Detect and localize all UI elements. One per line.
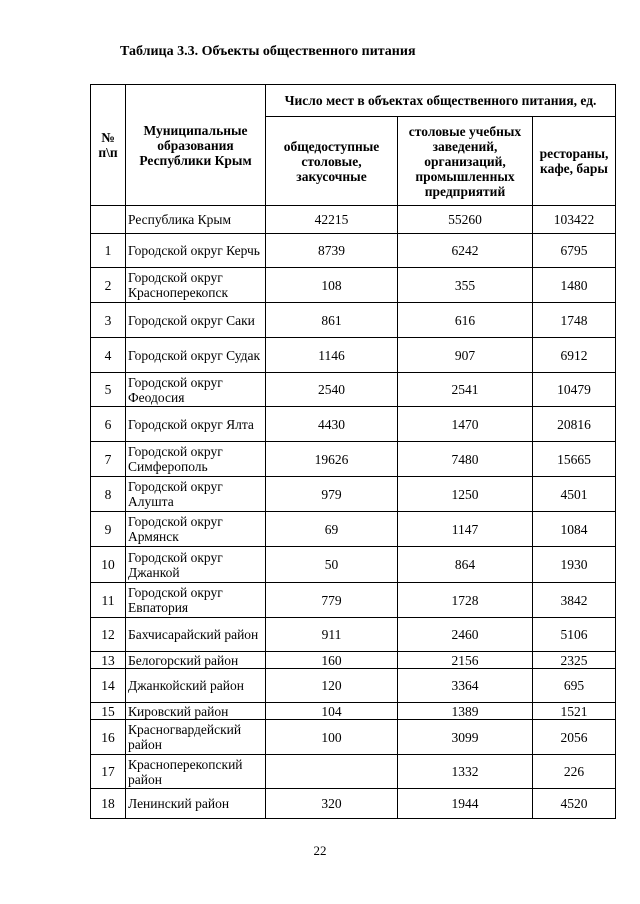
municipality-cell: Городской округ Судак [126,338,266,373]
public-canteens-cell: 104 [266,703,398,720]
row-number-cell: 4 [91,338,126,373]
public-canteens-cell: 979 [266,477,398,512]
restaurants-cell: 5106 [533,618,616,652]
table-row [91,789,616,819]
municipality-cell: Городской округ Алушта [126,477,266,512]
row-number-cell: 13 [91,652,126,669]
restaurants-cell: 6795 [533,234,616,268]
municipality-cell: Городской округ Феодосия [126,373,266,407]
public-canteens-cell: 160 [266,652,398,669]
page-number: 22 [313,843,327,858]
municipality-cell: Республика Крым [126,206,266,234]
institutional-canteens-cell: 355 [398,268,533,303]
public-canteens-cell: 4430 [266,407,398,442]
public-canteens-cell: 50 [266,547,398,583]
public-canteens-cell [266,755,398,789]
row-number-cell: 5 [91,373,126,407]
institutional-canteens-cell: 3364 [398,669,533,703]
restaurants-cell: 1480 [533,268,616,303]
municipality-cell: Джанкойский район [126,669,266,703]
header-seats-group: Число мест в объектах общественного питания, ед. [266,85,616,117]
restaurants-cell: 226 [533,755,616,789]
row-number-cell: 17 [91,755,126,789]
row-number-cell: 7 [91,442,126,477]
table-row [91,234,616,268]
municipality-cell: Красногвардейский район [126,720,266,755]
table-row [91,338,616,373]
municipality-cell: Городской округ Саки [126,303,266,338]
institutional-canteens-cell: 1332 [398,755,533,789]
table-row [91,720,616,755]
table-row [91,206,616,234]
public-canteens-cell: 120 [266,669,398,703]
header-public-canteens: общедоступные столовые, закусочные [266,117,398,206]
restaurants-cell: 1930 [533,547,616,583]
municipality-cell: Городской округ Евпатория [126,583,266,618]
municipality-cell: Кировский район [126,703,266,720]
table-row [91,373,616,407]
restaurants-cell: 4520 [533,789,616,819]
institutional-canteens-cell: 1470 [398,407,533,442]
restaurants-cell: 4501 [533,477,616,512]
row-number-cell: 12 [91,618,126,652]
restaurants-cell: 20816 [533,407,616,442]
row-number-cell: 14 [91,669,126,703]
table-row [91,442,616,477]
header-municipality: Муниципальные образования Республики Крым [126,85,266,206]
institutional-canteens-cell: 864 [398,547,533,583]
institutional-canteens-cell: 907 [398,338,533,373]
table-row [91,477,616,512]
municipality-cell: Городской округ Красноперекопск [126,268,266,303]
row-number-cell [91,206,126,234]
institutional-canteens-cell: 55260 [398,206,533,234]
table-title: Таблица 3.3. Объекты общественного питания [120,44,416,59]
header-restaurants: рестораны, кафе, бары [533,117,616,206]
restaurants-cell: 2325 [533,652,616,669]
municipality-cell: Городской округ Джанкой [126,547,266,583]
institutional-canteens-cell: 2541 [398,373,533,407]
institutional-canteens-cell: 1147 [398,512,533,547]
municipality-cell: Ленинский район [126,789,266,819]
table-row [91,407,616,442]
public-canteens-cell: 911 [266,618,398,652]
municipality-cell: Белогорский район [126,652,266,669]
row-number-cell: 2 [91,268,126,303]
table-body [91,206,616,819]
table-row [91,303,616,338]
municipality-cell: Городской округ Ялта [126,407,266,442]
row-number-cell: 9 [91,512,126,547]
restaurants-cell: 2056 [533,720,616,755]
table-row [91,618,616,652]
restaurants-cell: 6912 [533,338,616,373]
public-canteens-cell: 69 [266,512,398,547]
row-number-cell: 3 [91,303,126,338]
food-service-table [90,84,616,819]
header-institutional-canteens: столовые учебных заведений, организаций, промышленных предприятий [398,117,533,206]
municipality-cell: Городской округ Симферополь [126,442,266,477]
row-number-cell: 6 [91,407,126,442]
institutional-canteens-cell: 1250 [398,477,533,512]
municipality-cell: Городской округ Керчь [126,234,266,268]
public-canteens-cell: 779 [266,583,398,618]
row-number-cell: 16 [91,720,126,755]
table-row [91,583,616,618]
institutional-canteens-cell: 3099 [398,720,533,755]
public-canteens-cell: 100 [266,720,398,755]
table-row [91,268,616,303]
table-row [91,547,616,583]
restaurants-cell: 1521 [533,703,616,720]
table-row [91,703,616,720]
restaurants-cell: 3842 [533,583,616,618]
public-canteens-cell: 1146 [266,338,398,373]
table-row [91,652,616,669]
table-row [91,669,616,703]
public-canteens-cell: 108 [266,268,398,303]
institutional-canteens-cell: 1728 [398,583,533,618]
restaurants-cell: 1084 [533,512,616,547]
row-number-cell: 11 [91,583,126,618]
municipality-cell: Бахчисарайский район [126,618,266,652]
restaurants-cell: 695 [533,669,616,703]
public-canteens-cell: 2540 [266,373,398,407]
restaurants-cell: 15665 [533,442,616,477]
row-number-cell: 18 [91,789,126,819]
table-row [91,755,616,789]
row-number-cell: 8 [91,477,126,512]
institutional-canteens-cell: 616 [398,303,533,338]
institutional-canteens-cell: 1944 [398,789,533,819]
restaurants-cell: 103422 [533,206,616,234]
public-canteens-cell: 861 [266,303,398,338]
public-canteens-cell: 320 [266,789,398,819]
public-canteens-cell: 8739 [266,234,398,268]
municipality-cell: Городской округ Армянск [126,512,266,547]
institutional-canteens-cell: 2156 [398,652,533,669]
municipality-cell: Красноперекопский район [126,755,266,789]
row-number-cell: 10 [91,547,126,583]
row-number-cell: 15 [91,703,126,720]
institutional-canteens-cell: 2460 [398,618,533,652]
institutional-canteens-cell: 1389 [398,703,533,720]
restaurants-cell: 10479 [533,373,616,407]
header-number: № п\п [91,85,126,206]
table-row [91,512,616,547]
institutional-canteens-cell: 7480 [398,442,533,477]
restaurants-cell: 1748 [533,303,616,338]
row-number-cell: 1 [91,234,126,268]
institutional-canteens-cell: 6242 [398,234,533,268]
public-canteens-cell: 19626 [266,442,398,477]
public-canteens-cell: 42215 [266,206,398,234]
